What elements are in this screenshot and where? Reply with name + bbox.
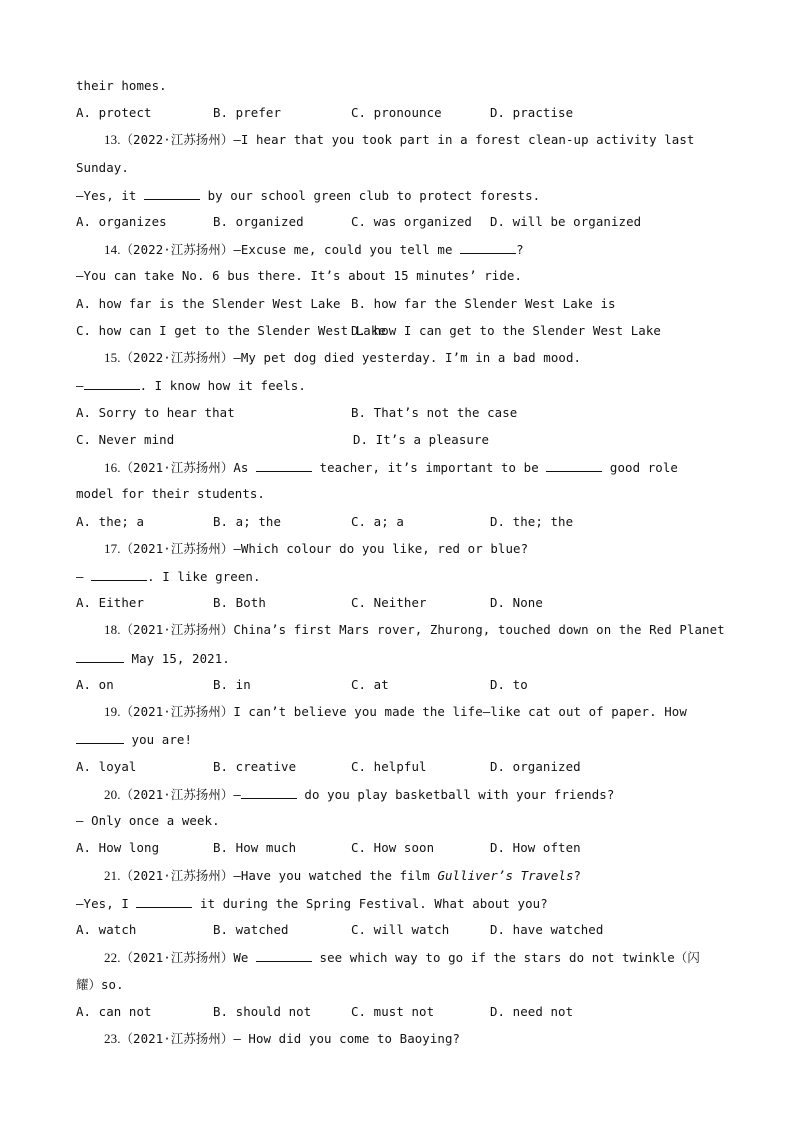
answer-blank[interactable] bbox=[256, 459, 312, 472]
q17-option-d: D. None bbox=[490, 595, 543, 610]
q12-stem-end: their homes. bbox=[76, 78, 167, 93]
question-number: 18. bbox=[104, 622, 121, 637]
q18-option-b: B. in bbox=[213, 677, 251, 692]
answer-blank[interactable] bbox=[241, 786, 297, 799]
q12-option-b: B. prefer bbox=[213, 105, 282, 120]
q22-option-a: A. can not bbox=[76, 1004, 152, 1019]
question-source: （2022·江苏扬州） bbox=[120, 132, 234, 147]
q14-stem: 14.（2022·江苏扬州）—Excuse me, could you tell me ? bbox=[104, 242, 524, 257]
q21-option-b: B. watched bbox=[213, 922, 289, 937]
question-source: （2021·江苏扬州） bbox=[120, 622, 234, 637]
q22-option-c: C. must not bbox=[351, 1004, 435, 1019]
q14-option-c: C. how can I get to the Slender West Lake bbox=[76, 323, 386, 338]
q16-option-c: C. a; a bbox=[351, 514, 404, 529]
q16-stem-cont: model for their students. bbox=[76, 486, 265, 501]
answer-blank[interactable] bbox=[546, 459, 602, 472]
question-number: 20. bbox=[104, 787, 121, 802]
q22-stem: 22.（2021·江苏扬州）We see which way to go if the stars do not twinkle（闪 bbox=[104, 950, 700, 965]
q17-option-b: B. Both bbox=[213, 595, 266, 610]
q22-option-b: B. should not bbox=[213, 1004, 312, 1019]
answer-blank[interactable] bbox=[136, 895, 192, 908]
q19-option-b: B. creative bbox=[213, 759, 297, 774]
q19-stem-cont: you are! bbox=[76, 731, 192, 748]
q20-stem: 20.（2021·江苏扬州）— do you play basketball with your friends? bbox=[104, 787, 615, 802]
q20-option-b: B. How much bbox=[213, 840, 297, 855]
q12-option-c: C. pronounce bbox=[351, 105, 442, 120]
q17-option-a: A. Either bbox=[76, 595, 145, 610]
q14-option-d: D. how I can get to the Slender West Lake bbox=[351, 323, 661, 338]
q16-option-b: B. a; the bbox=[213, 514, 282, 529]
question-source: （2021·江苏扬州） bbox=[120, 704, 234, 719]
question-number: 15. bbox=[104, 350, 121, 365]
answer-blank[interactable] bbox=[84, 377, 140, 390]
question-number: 21. bbox=[104, 868, 121, 883]
q13-option-d: D. will be organized bbox=[490, 214, 642, 229]
question-source: （2021·江苏扬州） bbox=[120, 950, 234, 965]
answer-blank[interactable] bbox=[76, 731, 124, 744]
q15-stem: 15.（2022·江苏扬州）—My pet dog died yesterday. I’m in a bad mood. bbox=[104, 350, 582, 365]
q22-stem-cont: 耀）so. bbox=[76, 977, 124, 992]
answer-blank[interactable] bbox=[256, 949, 312, 962]
question-number: 17. bbox=[104, 541, 121, 556]
q13-stem: 13.（2022·江苏扬州）—I hear that you took part in a forest clean-up activity last bbox=[104, 132, 695, 147]
question-number: 22. bbox=[104, 950, 121, 965]
q20-option-a: A. How long bbox=[76, 840, 160, 855]
q19-option-c: C. helpful bbox=[351, 759, 427, 774]
question-source: （2022·江苏扬州） bbox=[120, 242, 234, 257]
answer-blank[interactable] bbox=[460, 241, 516, 254]
q23-stem: 23.（2021·江苏扬州）— How did you come to Baoying? bbox=[104, 1031, 461, 1046]
q19-stem: 19.（2021·江苏扬州）I can’t believe you made the life—like cat out of paper. How bbox=[104, 704, 687, 719]
q21-option-c: C. will watch bbox=[351, 922, 450, 937]
q19-option-d: D. organized bbox=[490, 759, 581, 774]
q15-reply: — . I know how it feels. bbox=[76, 378, 306, 393]
q18-stem: 18.（2021·江苏扬州）China’s first Mars rover, Zhurong, touched down on the Red Planet bbox=[104, 622, 725, 637]
q18-option-d: D. to bbox=[490, 677, 528, 692]
q20-reply: — Only once a week. bbox=[76, 813, 220, 828]
q21-stem: 21.（2021·江苏扬州）—Have you watched the film Gulliver’s Travels? bbox=[104, 868, 582, 883]
q20-option-c: C. How soon bbox=[351, 840, 435, 855]
q16-option-d: D. the; the bbox=[490, 514, 574, 529]
q16-option-a: A. the; a bbox=[76, 514, 145, 529]
q12-option-a: A. protect bbox=[76, 105, 152, 120]
q14-option-b: B. how far the Slender West Lake is bbox=[351, 296, 616, 311]
question-source: （2021·江苏扬州） bbox=[120, 1031, 234, 1046]
q17-reply: — . I like green. bbox=[76, 569, 261, 584]
q15-option-b: B. That’s not the case bbox=[351, 405, 518, 420]
question-number: 16. bbox=[104, 460, 121, 475]
q21-option-a: A. watch bbox=[76, 922, 137, 937]
q15-option-c: C. Never mind bbox=[76, 432, 175, 447]
answer-blank[interactable] bbox=[76, 650, 124, 663]
q15-option-a: A. Sorry to hear that bbox=[76, 405, 235, 420]
q20-option-d: D. How often bbox=[490, 840, 581, 855]
answer-blank[interactable] bbox=[144, 187, 200, 200]
q18-stem-cont: May 15, 2021. bbox=[76, 650, 230, 667]
q12-option-d: D. practise bbox=[490, 105, 574, 120]
q13-stem-cont: Sunday. bbox=[76, 160, 129, 175]
film-title: Gulliver’s Travels bbox=[437, 868, 574, 883]
question-number: 13. bbox=[104, 132, 121, 147]
q14-reply: —You can take No. 6 bus there. It’s about 15 minutes’ ride. bbox=[76, 268, 523, 283]
q16-stem: 16.（2021·江苏扬州）As teacher, it’s important to be good role bbox=[104, 460, 678, 475]
q17-stem: 17.（2021·江苏扬州）—Which colour do you like, red or blue? bbox=[104, 541, 529, 556]
q18-option-c: C. at bbox=[351, 677, 389, 692]
q13-option-c: C. was organized bbox=[351, 214, 472, 229]
q17-option-c: C. Neither bbox=[351, 595, 427, 610]
question-number: 19. bbox=[104, 704, 121, 719]
q13-option-a: A. organizes bbox=[76, 214, 167, 229]
question-source: （2021·江苏扬州） bbox=[120, 541, 234, 556]
question-number: 14. bbox=[104, 242, 121, 257]
question-source: （2021·江苏扬州） bbox=[120, 868, 234, 883]
q22-option-d: D. need not bbox=[490, 1004, 574, 1019]
q15-option-d: D. It’s a pleasure bbox=[353, 432, 490, 447]
q21-reply: —Yes, I it during the Spring Festival. What about you? bbox=[76, 896, 548, 911]
question-source: （2021·江苏扬州） bbox=[120, 787, 234, 802]
answer-blank[interactable] bbox=[91, 568, 147, 581]
q14-option-a: A. how far is the Slender West Lake bbox=[76, 296, 341, 311]
q13-reply: —Yes, it by our school green club to protect forests. bbox=[76, 188, 541, 203]
q18-option-a: A. on bbox=[76, 677, 114, 692]
question-source: （2021·江苏扬州） bbox=[120, 460, 234, 475]
question-number: 23. bbox=[104, 1031, 121, 1046]
q13-option-b: B. organized bbox=[213, 214, 304, 229]
question-source: （2022·江苏扬州） bbox=[120, 350, 234, 365]
q21-option-d: D. have watched bbox=[490, 922, 604, 937]
q19-option-a: A. loyal bbox=[76, 759, 137, 774]
